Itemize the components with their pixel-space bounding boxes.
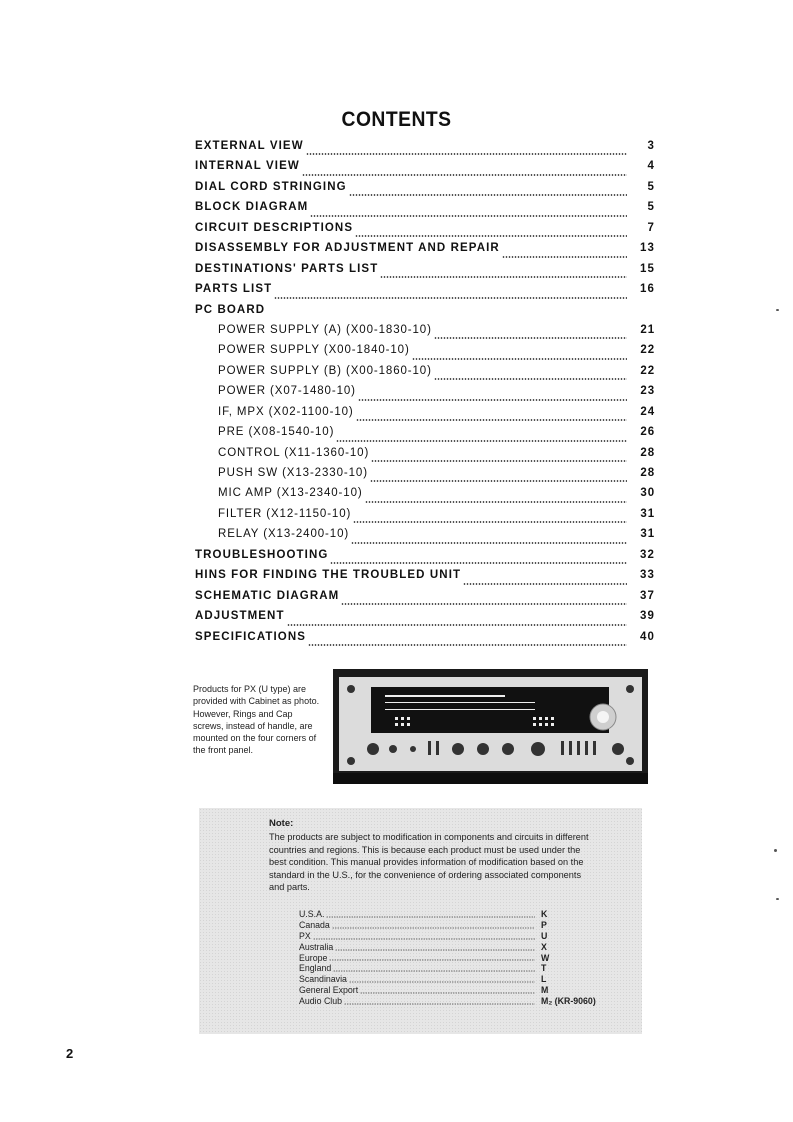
toc-entry-label: PARTS LIST (195, 283, 273, 296)
toc-entry-label: POWER SUPPLY (A) (X00-1830-10) (218, 323, 432, 336)
dot-leader (308, 644, 627, 646)
toc-entry-label: CIRCUIT DESCRIPTIONS (195, 221, 354, 234)
dot-leader (502, 256, 627, 258)
toc-entry (195, 590, 655, 610)
dot-leader (326, 916, 535, 918)
destination-code: M (541, 985, 549, 996)
dot-leader (333, 970, 535, 972)
corner-screw (347, 685, 355, 693)
toc-entry (195, 242, 655, 262)
toc-entry-label: SPECIFICATIONS (195, 630, 307, 643)
page-title: CONTENTS (341, 108, 452, 131)
toc-subentry (195, 508, 655, 528)
dot-leader (335, 949, 535, 951)
photo-caption: Products for PX (U type) are provided with Cabinet as photo. However, Rings and Cap screws, instead of handle, are mounted on the four corners of the front panel. (193, 684, 320, 756)
receiver-photo (333, 669, 648, 784)
toc-entry (195, 181, 655, 201)
toc-entry-page: 5 (647, 180, 655, 193)
toc-entry-page: 24 (640, 405, 655, 418)
toc-subentry (195, 365, 655, 385)
toc-entry-page: 33 (640, 569, 655, 582)
toc-entry-label: PC BOARD (195, 303, 266, 316)
toc-subentry (195, 467, 655, 487)
dot-leader (434, 337, 627, 339)
corner-screw (626, 685, 634, 693)
dot-leader (353, 521, 627, 523)
dot-leader (358, 399, 627, 401)
dot-leader (330, 562, 627, 564)
destination-name: General Export (299, 985, 359, 996)
toc-entry-page: 16 (640, 283, 655, 296)
toc-entry (195, 631, 655, 651)
destination-row (299, 953, 619, 964)
dot-leader (310, 215, 627, 217)
toc-entry-page: 31 (640, 507, 655, 520)
toc-entry-page: 32 (640, 548, 655, 561)
dot-leader (351, 542, 627, 544)
toc-entry (195, 222, 655, 242)
dot-leader (365, 501, 627, 503)
toc-subentry (195, 344, 655, 364)
toc-subentry (195, 447, 655, 467)
dot-leader (329, 959, 535, 961)
destination-name: Audio Club (299, 996, 343, 1007)
toc-entry-label: DIAL CORD STRINGING (195, 180, 347, 193)
toc-entry-label: POWER SUPPLY (X00-1840-10) (218, 344, 410, 357)
destination-row (299, 942, 619, 953)
toc-entry-label: DESTINATIONS' PARTS LIST (195, 262, 379, 275)
toc-entry-page: 37 (640, 589, 655, 602)
toc-entry-page: 22 (640, 364, 655, 377)
destination-row (299, 974, 619, 985)
destination-row (299, 909, 619, 920)
toc-entry-label: FILTER (X12-1150-10) (218, 507, 352, 520)
toc-section-heading (195, 304, 655, 324)
toc-entry-page: 39 (640, 610, 655, 623)
toc-entry-label: POWER (X07-1480-10) (218, 385, 356, 398)
dot-leader (463, 583, 627, 585)
toc-entry-page: 31 (640, 528, 655, 541)
dot-leader (360, 992, 535, 994)
toc-entry-page: 40 (640, 630, 655, 643)
dot-leader (380, 276, 627, 278)
toc-entry (195, 549, 655, 569)
toc-entry-page: 5 (647, 201, 655, 214)
toc-entry (195, 283, 655, 303)
destination-code: X (541, 941, 547, 952)
toc-entry-label: BLOCK DIAGRAM (195, 201, 309, 214)
dot-leader (332, 927, 535, 929)
toc-entry-page: 3 (647, 140, 655, 152)
toc-entry-label: PRE (X08-1540-10) (218, 426, 335, 439)
toc-entry-label: SCHEMATIC DIAGRAM (195, 589, 340, 602)
toc-entry-label: CONTROL (X11-1360-10) (218, 446, 370, 459)
toc-subentry (195, 487, 655, 507)
toc-entry (195, 569, 655, 589)
corner-screw (347, 757, 355, 765)
toc-entry-page: 30 (640, 487, 655, 500)
toc-entry-label: IF, MPX (X02-1100-10) (218, 405, 354, 418)
page-number: 2 (66, 1046, 74, 1061)
table-of-contents (195, 140, 655, 651)
dot-leader (287, 624, 627, 626)
toc-entry (195, 610, 655, 630)
toc-entry-label: RELAY (X13-2400-10) (218, 528, 350, 541)
cabinet-base (333, 773, 648, 784)
dot-leader (344, 1003, 535, 1005)
toc-entry (195, 160, 655, 180)
toc-entry-page: 7 (647, 221, 655, 234)
dot-leader (302, 174, 627, 176)
destination-name: Europe (299, 952, 328, 963)
destination-name: U.S.A. (299, 909, 325, 919)
destination-name: PX (299, 930, 311, 941)
toc-entry-page: 22 (640, 344, 655, 357)
destination-name: Australia (299, 941, 334, 952)
toc-subentry (195, 528, 655, 548)
destination-list (299, 909, 619, 1007)
toc-entry-label: POWER SUPPLY (B) (X00-1860-10) (218, 364, 432, 377)
corner-screw (626, 757, 634, 765)
toc-subentry (195, 406, 655, 426)
destination-code: L (541, 974, 547, 985)
toc-entry-page: 28 (640, 467, 655, 479)
toc-entry-label: EXTERNAL VIEW (195, 140, 304, 152)
toc-entry (195, 201, 655, 221)
dot-leader (371, 460, 627, 462)
toc-entry-page: 4 (647, 160, 655, 173)
destination-name: Scandinavia (299, 974, 347, 985)
toc-entry-page: 28 (640, 446, 655, 459)
destination-code: W (541, 952, 550, 963)
toc-entry-page: 21 (640, 323, 655, 336)
toc-entry (195, 263, 655, 283)
destination-row (299, 985, 619, 996)
toc-entry-page: 23 (640, 385, 655, 398)
toc-entry-page: 26 (640, 426, 655, 439)
scan-speck (774, 849, 777, 852)
toc-entry-label: DISASSEMBLY FOR ADJUSTMENT AND REPAIR (195, 242, 500, 255)
dot-leader (274, 297, 627, 299)
destination-row (299, 920, 619, 931)
toc-subentry (195, 426, 655, 446)
dot-leader (336, 440, 627, 442)
destination-code: T (541, 963, 547, 974)
toc-entry-page: 13 (640, 242, 655, 255)
destination-row (299, 963, 619, 974)
note-title: Note: (269, 818, 294, 829)
toc-entry-label: TROUBLESHOOTING (195, 548, 329, 561)
destination-name: England (299, 963, 332, 974)
dot-leader (349, 981, 535, 983)
dot-leader (412, 358, 627, 360)
note-text: The products are subject to modification in components and circuits in different countries and regions. This is because each product must be used under the best condition. This manual provides information of modification based on the standard in the U.S., for the convenience of ordering associated components and parts. (269, 832, 589, 892)
destination-code: P (541, 919, 547, 930)
toc-entry-label: HINS FOR FINDING THE TROUBLED UNIT (195, 569, 462, 582)
destination-name: Canada (299, 919, 330, 930)
dot-leader (313, 938, 535, 940)
dot-leader (370, 480, 627, 482)
destination-code: U (541, 930, 548, 941)
dot-leader (355, 235, 627, 237)
toc-entry-label: ADJUSTMENT (195, 610, 285, 623)
destination-row (299, 996, 619, 1007)
toc-entry-label: INTERNAL VIEW (195, 160, 300, 173)
scan-speck (776, 309, 779, 311)
dot-leader (434, 378, 627, 380)
destination-code: K (541, 909, 548, 919)
toc-subentry (195, 385, 655, 405)
toc-subentry (195, 324, 655, 344)
destination-code: M₂ (KR-9060) (541, 996, 596, 1007)
toc-entry-page: 15 (640, 262, 655, 275)
toc-entry-label: MIC AMP (X13-2340-10) (218, 487, 363, 500)
dot-leader (306, 153, 627, 155)
dot-leader (349, 194, 627, 196)
toc-entry-label: PUSH SW (X13-2330-10) (218, 467, 368, 479)
dot-leader (356, 419, 627, 421)
scan-speck (776, 898, 779, 900)
toc-entry (195, 140, 655, 160)
destination-row (299, 931, 619, 942)
dot-leader (341, 603, 627, 605)
